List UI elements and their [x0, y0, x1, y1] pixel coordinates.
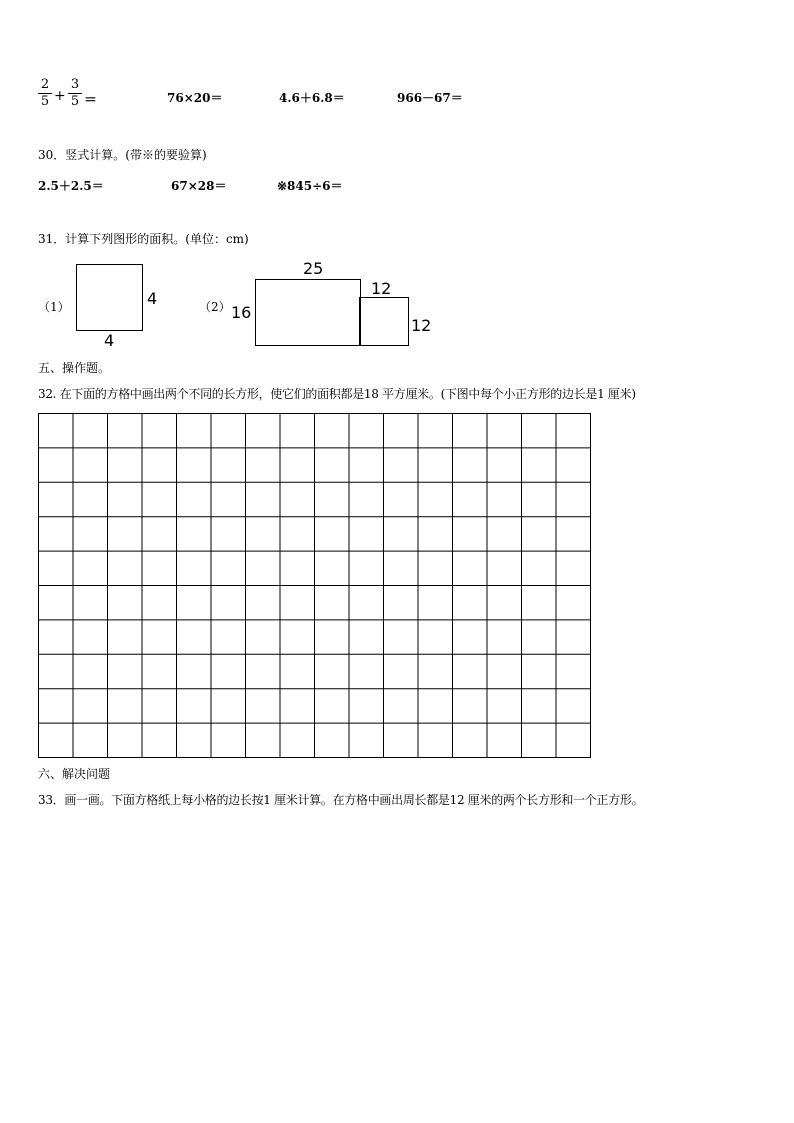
fraction-3-5	[68, 78, 82, 109]
q32-title: 32. 在下面的方格中画出两个不同的长方形，使它们的面积都是18 平方厘米。(下图中每个小正方形的边长是1 厘米)	[38, 387, 636, 401]
figure-2-small-right: 12	[411, 316, 432, 335]
square-grid[interactable]	[38, 413, 591, 758]
fraction-denominator: 5	[70, 94, 80, 109]
figure-1-label: （1）	[38, 300, 70, 314]
q30-expr-3: ※845÷6＝	[277, 179, 343, 193]
q30-expr-2: 67×28＝	[171, 179, 227, 193]
figure-2-small-square	[359, 297, 409, 346]
figure-2-label: （2）	[199, 300, 231, 314]
expr-76x20: 76×20＝	[167, 91, 223, 105]
fraction-2-5	[38, 78, 52, 109]
q33-title: 33．画一画。下面方格纸上每小格的边长按1 厘米计算。在方格中画出周长都是12 厘米的两个长方形和一个正方形。	[38, 793, 644, 807]
plus-sign: +	[54, 88, 66, 104]
figure-2-small-top: 12	[371, 279, 392, 298]
figure-1-side-right: 4	[147, 289, 158, 308]
expr-966-minus-67: 966－67＝	[397, 91, 463, 105]
section-6-title: 六、解决问题	[38, 767, 111, 781]
q31-title: 31．计算下列图形的面积。(单位：cm)	[38, 232, 249, 246]
q30-title: 30．竖式计算。(带※的要验算)	[38, 148, 207, 162]
figure-2-big-top: 25	[303, 259, 324, 278]
figure-2-big-left: 16	[231, 303, 252, 322]
figure-1-side-bottom: 4	[104, 331, 115, 350]
figure-2-big-rectangle	[255, 279, 361, 346]
fraction-denominator: 5	[40, 94, 50, 109]
q30-expr-1: 2.5＋2.5＝	[38, 179, 104, 193]
section-5-title: 五、操作题。	[38, 361, 111, 375]
fraction-equals: ＝	[84, 93, 98, 108]
expr-4-6-plus-6-8: 4.6＋6.8＝	[279, 91, 345, 105]
fraction-numerator: 2	[40, 77, 50, 92]
figure-1-square	[76, 264, 143, 331]
fraction-numerator: 3	[70, 77, 80, 92]
